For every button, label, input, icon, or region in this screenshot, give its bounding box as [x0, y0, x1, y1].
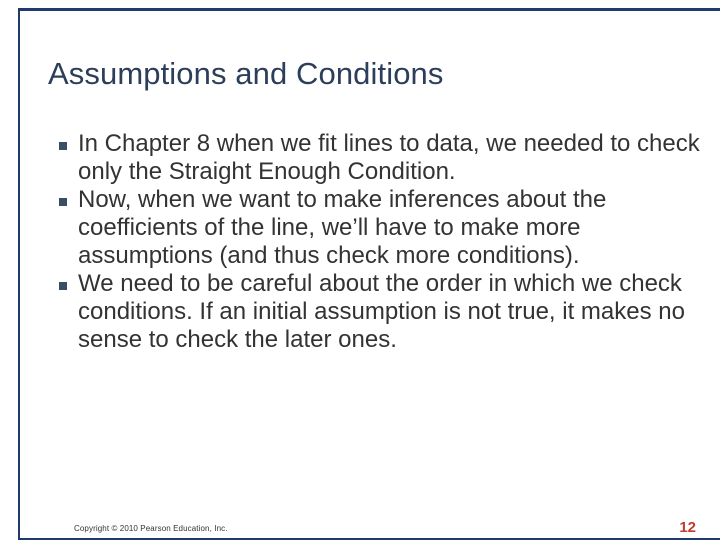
bullet-text: Now, when we want to make inferences about the coefficients of the line, we’ll have to make more assumptions (and thus check more conditions).: [78, 186, 607, 269]
bullet-text: We need to be careful about the order in which we check conditions. If an initial assumption is not true, it makes no sense to check the later ones.: [78, 270, 685, 353]
top-border-line: [18, 8, 720, 11]
page-number: 12: [679, 519, 696, 536]
bullet-item: [48, 186, 708, 270]
square-bullet-icon: [48, 142, 78, 150]
square-bullet-icon: [48, 282, 78, 290]
left-border-line: [18, 8, 20, 540]
bullet-item: [48, 130, 708, 186]
bullet-list: [48, 130, 708, 354]
bullet-text: In Chapter 8 when we fit lines to data, we needed to check only the Straight Enough Condition.: [78, 130, 700, 185]
copyright-footer: Copyright © 2010 Pearson Education, Inc.: [74, 524, 228, 533]
slide-title: Assumptions and Conditions: [48, 56, 444, 91]
square-bullet-icon: [48, 198, 78, 206]
bullet-item: [48, 270, 708, 354]
